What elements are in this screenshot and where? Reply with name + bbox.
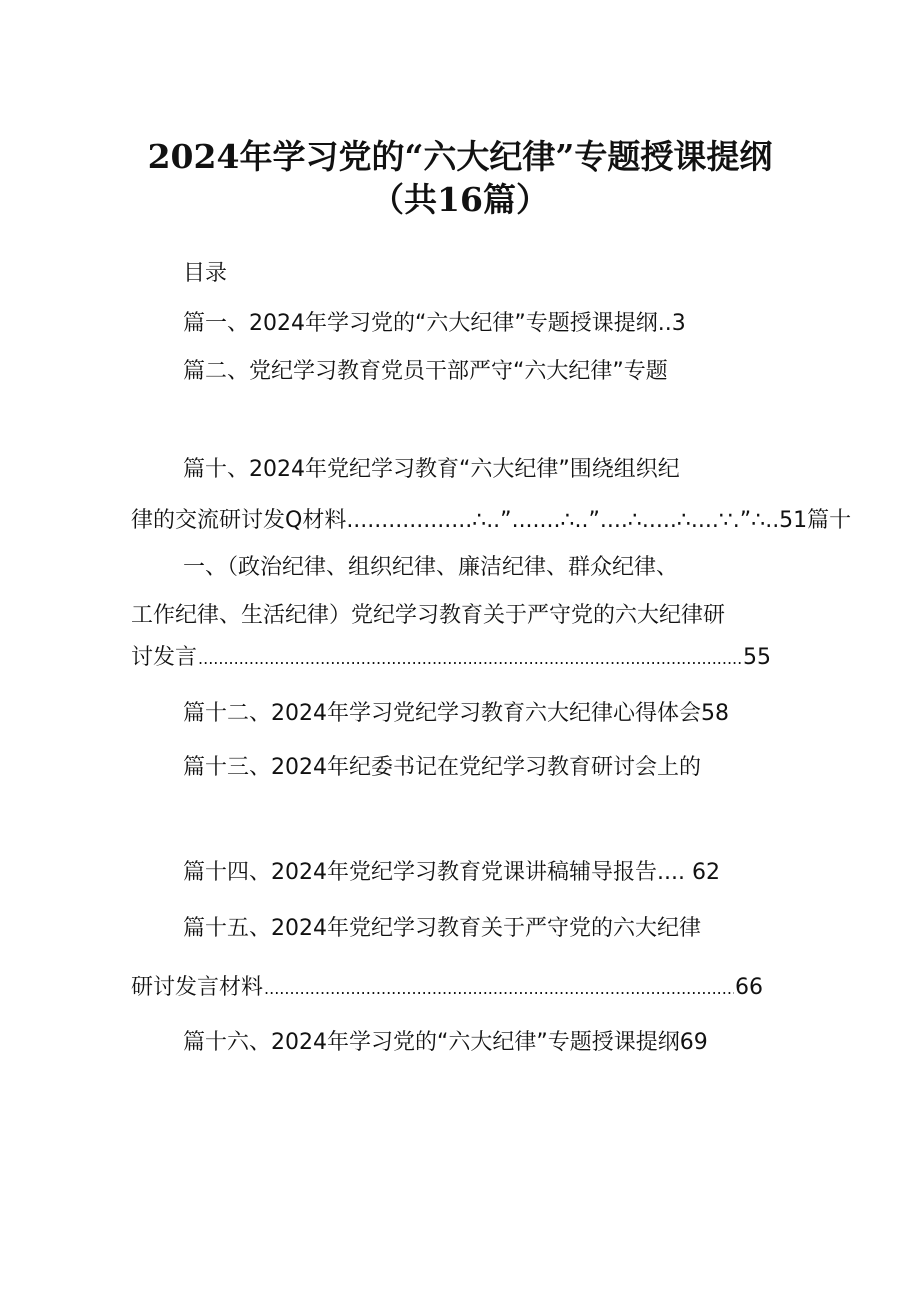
toc-entry-1: 篇一、2024年学习党的“六大纪律”专题授课提纲..3 [183, 311, 686, 336]
toc-entry-15-line1: 篇十五、2024年党纪学习教育关于严守党的六大纪律 [183, 916, 701, 941]
toc-entry-11-page: 55 [743, 645, 771, 670]
toc-entry-15-line2 [131, 973, 763, 1004]
toc-entry-12: 篇十二、2024年学习党纪学习教育六大纪律心得体会58 [183, 701, 729, 726]
dot-leader [198, 643, 742, 674]
toc-entry-14: 篇十四、2024年党纪学习教育党课讲稿辅导报告.... 62 [183, 860, 720, 885]
toc-entry-11-line2: 工作纪律、生活纪律）党纪学习教育关于严守党的六大纪律研 [131, 603, 726, 628]
toc-entry-10-line2: 律的交流研讨发Q材料..................∴..”.......∴..”....∴.....∴....∵.”∴..51篇十 [131, 508, 852, 533]
toc-entry-2: 篇二、党纪学习教育党员干部严守“六大纪律”专题 [183, 359, 668, 384]
toc-entry-11-line3 [131, 643, 771, 674]
toc-entry-16: 篇十六、2024年学习党的“六大纪律”专题授课提纲69 [183, 1030, 708, 1055]
toc-entry-11-line1: 一、（政治纪律、组织纪律、廉洁纪律、群众纪律、 [183, 555, 679, 580]
toc-heading: 目录 [183, 261, 228, 286]
toc-entry-15-text: 研讨发言材料 [131, 975, 264, 1000]
toc-entry-10-line1: 篇十、2024年党纪学习教育“六大纪律”围绕组织纪 [183, 457, 680, 482]
toc-entry-13: 篇十三、2024年纪委书记在党纪学习教育研讨会上的 [183, 755, 701, 780]
toc-entry-11-text: 讨发言 [131, 645, 198, 670]
document-subtitle: （共16篇） [371, 180, 549, 219]
toc-entry-15-page: 66 [735, 975, 763, 1000]
document-title: 2024年学习党的“六大纪律”专题授课提纲 [147, 137, 773, 176]
dot-leader [264, 973, 734, 1004]
